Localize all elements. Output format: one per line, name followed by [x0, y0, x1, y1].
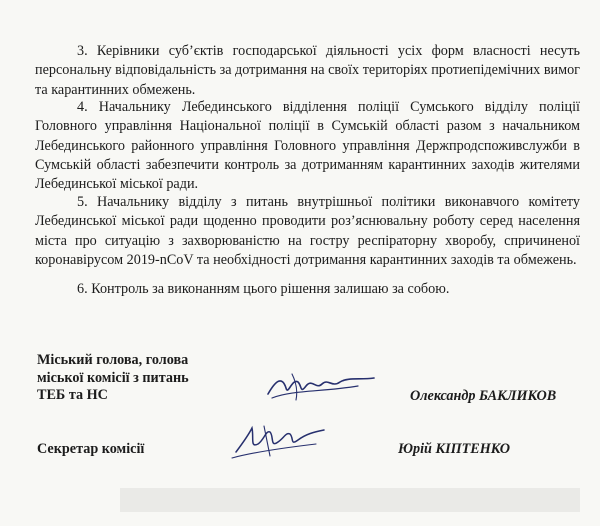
secretary-title: Секретар комісії — [37, 441, 145, 457]
faint-background-mark-icon — [120, 480, 580, 520]
mayor-name: Олександр БАКЛИКОВ — [410, 388, 557, 404]
paragraph-5: 5. Начальнику відділу з питань внутрішньої політики виконавчого комітету Лебединської міської ради щоденно проводити роз’яснювальну роботу серед населення міста про ситуацію з захворюваністю на гостру респіраторну хворобу, спричиненої коронавірусом 2019-nCoV та необхідності дотримання карантинних заходів та обмежень. — [35, 194, 580, 268]
secretary-name: Юрій КІПТЕНКО — [398, 441, 511, 457]
secretary-signature-icon — [230, 418, 330, 463]
mayor-title-line-3: ТЕБ та НС — [37, 387, 108, 403]
paragraph-4: 4. Начальнику Лебединського відділення поліції Сумського відділу поліції Головного управління Національної поліції в Сумській області разом з начальником Лебединського районного управління Головного управління Держпродспоживслужби в Сумській області забезпечити контроль за дотриманням карантинних заходів жителями Лебединської міської ради. — [35, 99, 580, 193]
mayor-title-line-1: Міський голова, голова — [37, 352, 189, 368]
paragraph-6: 6. Контроль за виконанням цього рішення залишаю за собою. — [77, 281, 450, 297]
paragraph-3: 3. Керівники суб’єктів господарської діяльності усіх форм власності несуть персональну відповідальність за дотримання на своїх територіях протиепідемічних вимог та карантинних обмежень. — [35, 43, 580, 98]
mayor-signature-icon — [262, 368, 382, 408]
mayor-title — [37, 352, 237, 405]
mayor-title-line-2: міської комісії з питань — [37, 369, 189, 386]
